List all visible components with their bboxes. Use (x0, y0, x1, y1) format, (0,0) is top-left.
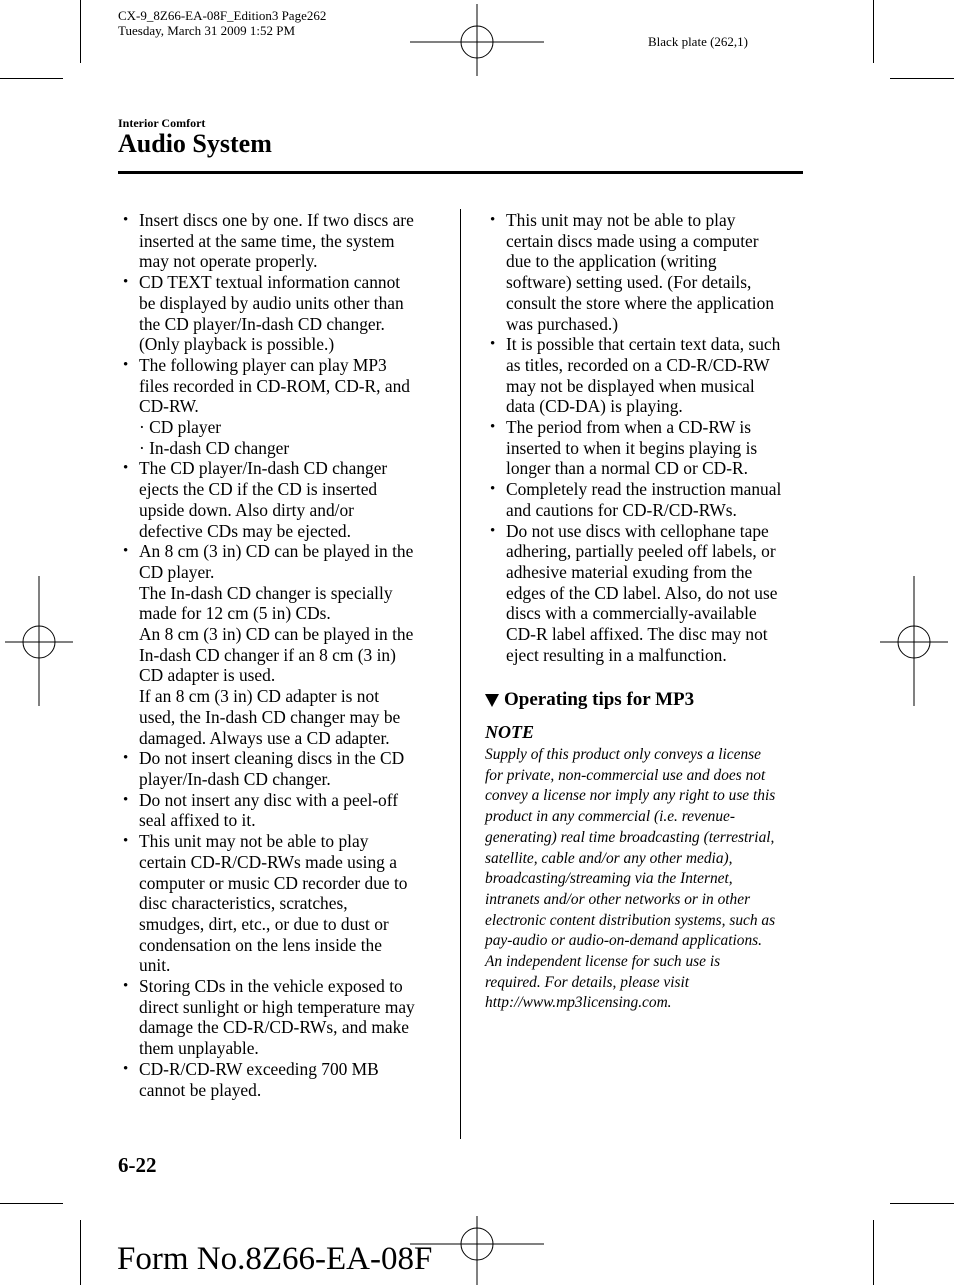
column-divider (460, 209, 461, 1139)
bullet-item: • This unit may not be able to play certain discs made using a computer due to the application (writing software) setting used. (For details, consult the store where the application was purchased.) (485, 210, 815, 334)
triangle-down-icon (485, 694, 499, 707)
left-bullet-list (118, 210, 448, 1100)
bullet-item: • Completely read the instruction manual and cautions for CD-R/CD-RWs. (485, 479, 815, 520)
bullet-item: • Insert discs one by one. If two discs are inserted at the same time, the system may not operate properly. (118, 210, 448, 272)
bullet-item: • Do not insert any disc with a peel-off seal affixed to it. (118, 790, 448, 831)
bullet-item: • Do not use discs with cellophane tape adhering, partially peeled off labels, or adhesive material exuding from the edges of the CD label. Also, do not use discs with a commercially-available CD-R label affixed. The disc may not eject resulting in a malfunction. (485, 521, 815, 666)
bullet-item: • Storing CDs in the vehicle exposed to direct sunlight or high temperature may damage the CD-R/CD-RWs, and make them unplayable. (118, 976, 448, 1059)
bullet-item: • The CD player/In-dash CD changer ejects the CD if the CD is inserted upside down. Also dirty and/or defective CDs may be ejected. (118, 458, 448, 541)
print-file-name: CX-9_8Z66-EA-08F_Edition3 Page262 (118, 8, 327, 23)
bullet-item: • An 8 cm (3 in) CD can be played in the CD player. The In-dash CD changer is specially made for 12 cm (5 in) CDs. An 8 cm (3 in) CD can be played in the In-dash CD changer if an 8 cm (3 in) CD adapter is used. If an 8 cm (3 in) CD adapter is not used, the In-dash CD changer may be damaged. Always use a CD adapter. (118, 541, 448, 748)
bullet-item: • The following player can play MP3 files recorded in CD-ROM, CD-R, and CD-RW. (118, 355, 448, 417)
right-bullet-list (485, 210, 815, 665)
page-number: 6-22 (118, 1153, 157, 1177)
left-column (118, 210, 448, 1100)
form-number: Form No.8Z66-EA-08F (117, 1241, 433, 1277)
note-label: NOTE (485, 722, 534, 742)
sub-item: · CD player (139, 417, 222, 438)
mp3-heading (485, 689, 694, 711)
mp3-heading-text: Operating tips for MP3 (504, 689, 695, 710)
right-column (485, 210, 815, 665)
sub-item: · In-dash CD changer (139, 437, 290, 458)
bullet-item: • This unit may not be able to play certain CD-R/CD-RWs made using a computer or music CD recorder due to disc characteristics, scratches, smudges, dirt, etc., or due to dust or condensation on the lens inside the unit. (118, 831, 448, 976)
bullet-item: • CD TEXT textual information cannot be displayed by audio units other than the CD player/In-dash CD changer. (Only playback is possible.) (118, 272, 448, 355)
plate-label: Black plate (262,1) (648, 34, 748, 49)
page-title: Audio System (118, 129, 272, 158)
note-text: Supply of this product only conveys a license for private, non-commercial use and does not convey a license nor imply any right to use this product in any commercial (i.e. revenue- generating) real time broadcasting (terrestrial, satellite, cable and/or any other media), broadcasting/streaming via the Internet, intranets and/or other networks or in other electronic content distribution systems, such as pay-audio or audio-on-demand applications. An independent license for such use is required. For details, please visit http://www.mp3licensing.com. (485, 746, 776, 1012)
registration-mark-right (880, 576, 948, 706)
bullet-item: • The period from when a CD-RW is inserted to when it begins playing is longer than a normal CD or CD-R. (485, 417, 815, 479)
section-label: Interior Comfort (118, 116, 206, 130)
registration-mark-top (410, 4, 544, 76)
print-timestamp: Tuesday, March 31 2009 1:52 PM (118, 23, 296, 38)
registration-mark-left (5, 576, 73, 706)
bullet-item: • CD-R/CD-RW exceeding 700 MB cannot be played. (118, 1059, 448, 1100)
title-rule (118, 171, 803, 174)
print-file-info (118, 8, 326, 38)
bullet-item: • Do not insert cleaning discs in the CD player/In-dash CD changer. (118, 748, 448, 789)
bullet-item: • It is possible that certain text data, such as titles, recorded on a CD-R/CD-RW may not be displayed when musical data (CD-DA) is playing. (485, 334, 815, 417)
